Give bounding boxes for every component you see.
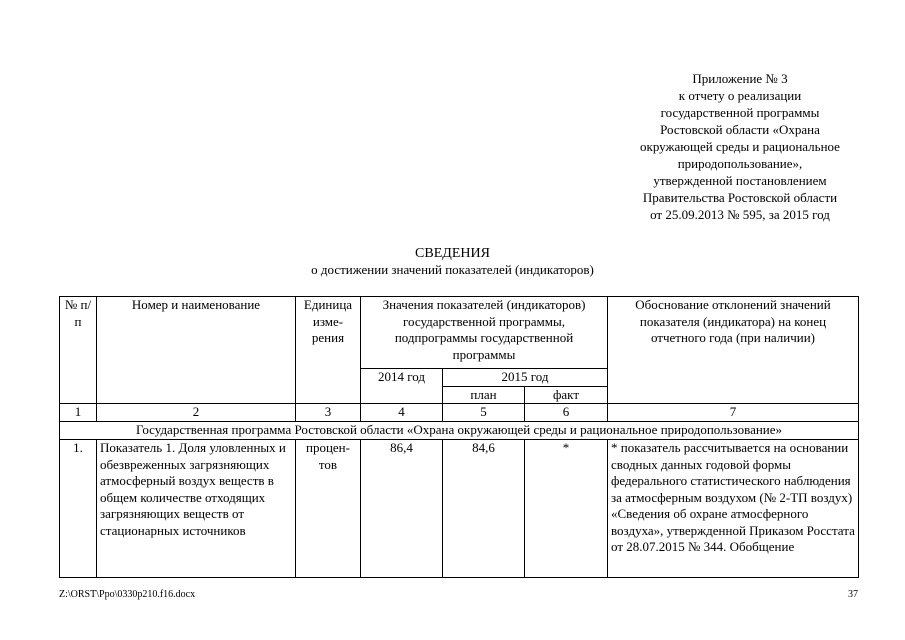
header-num: № п/п (60, 297, 97, 404)
header-year-2015: 2015 год (443, 369, 608, 387)
row-num: 1. (60, 440, 97, 578)
appendix-line: Ростовской области «Охрана (660, 122, 820, 137)
appendix-line: окружающей среды и рациональное (640, 139, 840, 154)
header-unit: Единица изме-рения (296, 297, 361, 404)
program-title: Государственная программа Ростовской области «Охрана окружающей среды и рациональное природопользование» (60, 422, 859, 440)
appendix-line: от 25.09.2013 № 595, за 2015 год (650, 207, 830, 222)
column-number: 6 (525, 404, 608, 422)
header-fact: факт (525, 386, 608, 404)
header-name: Номер и наименование (97, 297, 296, 404)
appendix-line: природопользование», (677, 156, 803, 171)
header-justification: Обоснование отклонений значений показателя (индикатора) на конец отчетного года (при наличии) (608, 297, 859, 404)
row-unit: процен-тов (296, 440, 361, 578)
column-number: 5 (443, 404, 525, 422)
header-year-2014: 2014 год (361, 369, 443, 404)
row-justification: * показатель рассчитывается на основании сводных данных годовой формы федерального статистического наблюдения за атмосферным воздухом (№ 2-ТП воздух) «Сведения об охране атмосферного воздуха», утвержденной Приказом Росстата от 28.07.2015 № 344. Обобщение (608, 440, 859, 578)
column-number: 7 (608, 404, 859, 422)
appendix-note (610, 70, 870, 223)
column-number: 2 (97, 404, 296, 422)
footer-file-path: Z:\ORST\Ppo\0330p210.f16.docx (59, 589, 196, 600)
header-plan: план (443, 386, 525, 404)
document-subtitle: о достижении значений показателей (индикаторов) (311, 262, 594, 277)
appendix-line: к отчету о реализации (678, 88, 802, 103)
table-row (60, 440, 859, 578)
program-row (60, 422, 859, 440)
appendix-line: государственной программы (660, 105, 820, 120)
row-fact-2015: * (525, 440, 608, 578)
document-title: СВЕДЕНИЯ (415, 246, 490, 261)
appendix-line: утвержденной постановлением (653, 173, 827, 188)
column-number: 1 (60, 404, 97, 422)
indicators-table (59, 296, 859, 578)
column-numbers-row (60, 404, 859, 422)
row-value-2014: 86,4 (361, 440, 443, 578)
column-number: 3 (296, 404, 361, 422)
appendix-line: Приложение № 3 (692, 71, 788, 86)
row-plan-2015: 84,6 (443, 440, 525, 578)
row-name: Показатель 1. Доля уловленных и обезвреженных загрязняющих атмосферный воздух веществ в общем количестве отходящих загрязняющих веществ от стационарных источников (97, 440, 296, 578)
header-row (60, 297, 859, 369)
appendix-line: Правительства Ростовской области (642, 190, 838, 205)
header-values: Значения показателей (индикаторов) государственной программы, подпрограммы государственной программы (361, 297, 608, 369)
page-number: 37 (848, 589, 858, 600)
column-number: 4 (361, 404, 443, 422)
